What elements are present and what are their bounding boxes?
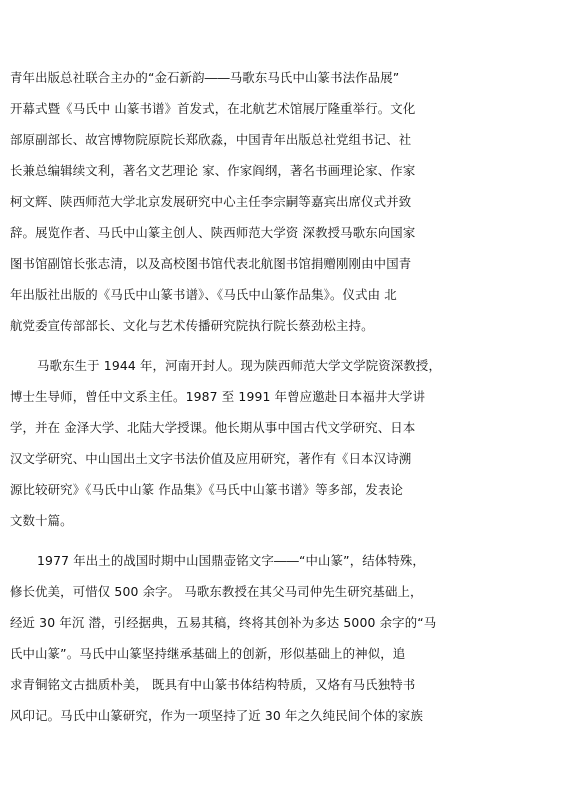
text-line: 部原副部长、故宫博物院原院长郑欣淼，中国青年出版总社党组书记、社 bbox=[10, 132, 412, 147]
text-line: 文数十篇。 bbox=[10, 513, 73, 528]
text-line: 氏中山篆”。马氏中山篆坚持继承基础上的创新，形似基础上的神似，追 bbox=[10, 646, 406, 661]
text-line: 马歌东生于 1944 年，河南开封人。现为陕西师范大学文学院资深教授， bbox=[37, 358, 441, 373]
text-line: 图书馆副馆长张志清，以及高校图书馆代表北航图书馆捐赠刚刚由中国青 bbox=[10, 256, 412, 271]
text-line: 1977 年出土的战国时期中山国鼎壶铭文字――“中山篆”，结体特殊， bbox=[37, 553, 425, 568]
text-line: 汉文学研究、中山国出土文字书法价值及应用研究，著作有《日本汉诗溯 bbox=[10, 451, 412, 466]
text-line: 风印记。马氏中山篆研究，作为一项坚持了近 30 年之久纯民间个体的家族 bbox=[10, 708, 424, 723]
text-line: 求青铜铭文古拙质朴美， 既具有中山篆书体结构特质，又烙有马氏独特书 bbox=[10, 677, 416, 692]
text-line: 经近 30 年沉 潜，引经据典，五易其稿，终将其创补为多达 5000 余字的“马 bbox=[10, 615, 437, 630]
text-line: 年出版社出版的《马氏中山篆书谱》、《马氏中山篆作品集》。仪式由 北 bbox=[10, 287, 397, 302]
text-line: 开幕式暨《马氏中 山篆书谱》首发式，在北航艺术馆展厅隆重举行。文化 bbox=[10, 101, 416, 116]
text-line: 柯文辉、陕西师范大学北京发展研究中心主任李宗嗣等嘉宾出席仪式并致 bbox=[10, 194, 412, 209]
text-line: 学，并在 金泽大学、北陆大学授课。他长期从事中国古代文学研究、日本 bbox=[10, 420, 416, 435]
text-line: 青年出版总社联合主办的“金石新韵――马歌东马氏中山篆书法作品展” bbox=[10, 70, 400, 85]
text-line: 长兼总编辑续文利，著名文艺理论 家、作家阎纲，著名书画理论家、作家 bbox=[10, 163, 416, 178]
text-line: 源比较研究》《马氏中山篆 作品集》《马氏中山篆书谱》等多部，发表论 bbox=[10, 482, 403, 497]
text-line: 辞。展览作者、马氏中山篆主创人、陕西师范大学资 深教授马歌东向国家 bbox=[10, 225, 416, 240]
text-line: 博士生导师，曾任中文系主任。1987 至 1991 年曾应邀赴日本福井大学讲 bbox=[10, 389, 426, 404]
text-line: 航党委宣传部部长、文化与艺术传播研究院执行院长蔡劲松主持。 bbox=[10, 318, 374, 333]
text-line: 修长优美，可惜仅 500 余字。 马歌东教授在其父马司仲先生研究基础上， bbox=[10, 584, 423, 599]
